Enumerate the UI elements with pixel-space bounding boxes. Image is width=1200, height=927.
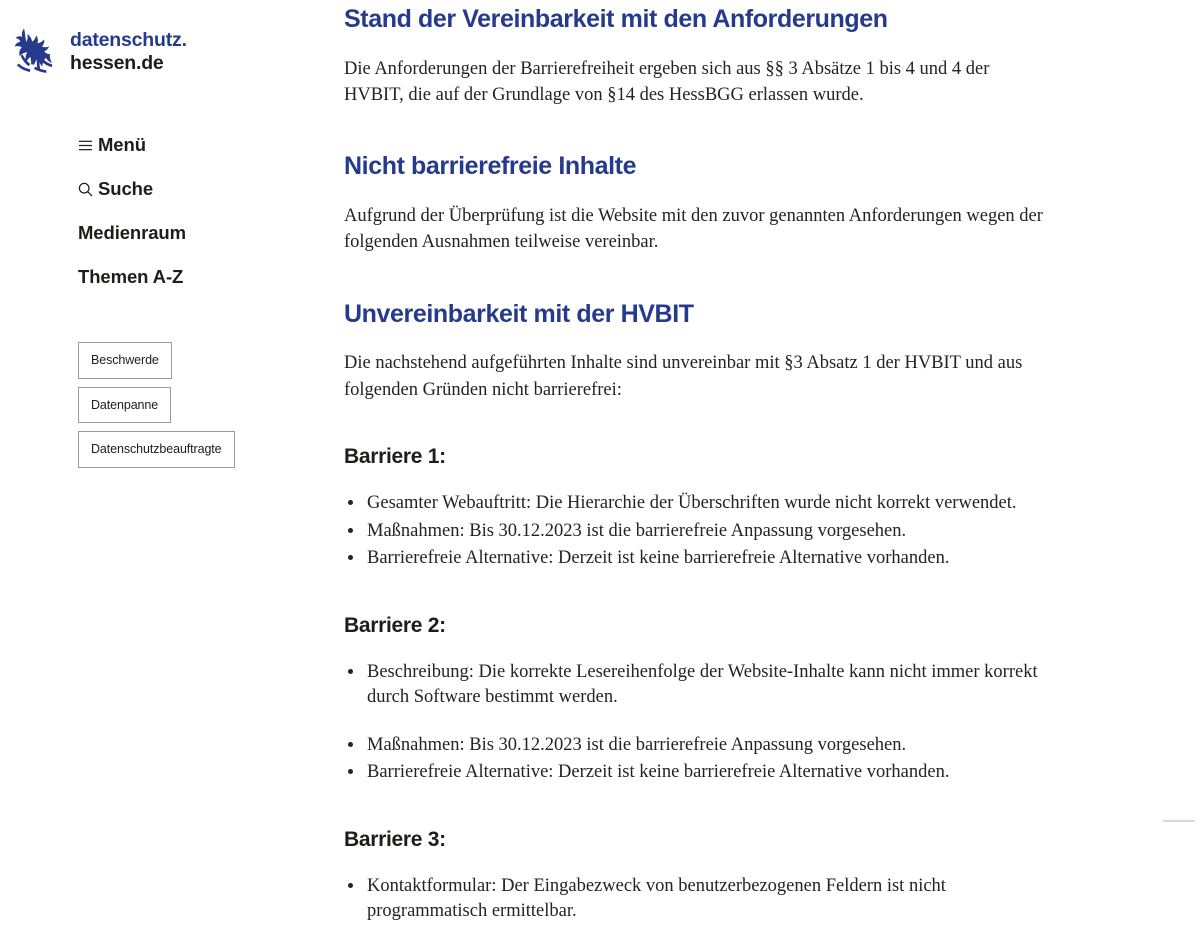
section-paragraph-nicht-barrierefreie-inhalte: Aufgrund der Überprüfung ist die Website mit den zuvor genannten Anforderungen wegen der folgenden Ausnahmen teilweise vereinbar. — [344, 206, 1043, 253]
pill-row-datenpanne — [78, 387, 344, 432]
site-logo[interactable] — [0, 26, 344, 76]
sidebar-item-label-menu: Menü — [98, 134, 146, 155]
hamburger-menu-icon — [78, 139, 98, 152]
sidebar-item-suche[interactable] — [78, 176, 344, 202]
list-item: • Gesamter Webauftritt: Die Hierarchie der Überschriften wurde nicht korrekt verwendet. — [365, 491, 1065, 517]
datenpanne-button[interactable]: Datenpanne — [78, 387, 171, 424]
barrier-list-2-group-1 — [344, 660, 1065, 711]
brand-wordmark — [70, 26, 187, 75]
barrier-heading-2: Barriere 2: — [344, 613, 446, 637]
brand-line-1: datenschutz. — [70, 29, 187, 51]
list-item: • Barrierefreie Alternative: Derzeit ist keine barrierefreie Alternative vorhanden. — [365, 760, 1065, 786]
sidebar-item-label-medienraum: Medienraum — [78, 222, 186, 243]
sidebar-nav — [0, 132, 344, 290]
brand-line-2: hessen.de — [70, 52, 164, 74]
barrier-list-2-group-2 — [344, 733, 1065, 786]
list-item: • Maßnahmen: Bis 30.12.2023 ist die barrierefreie Anpassung vorgesehen. — [365, 519, 1065, 545]
section-heading-unvereinbarkeit-hvbit: Unvereinbarkeit mit der HVBIT — [344, 299, 694, 328]
section-paragraph-stand-der-vereinbarkeit: Die Anforderungen der Barrierefreiheit ergeben sich aus §§ 3 Absätze 1 bis 4 und 4 der HVBIT, die auf der Grundlage von §14 des HessBGG erlassen wurde. — [344, 58, 990, 106]
barrier-list-1 — [344, 491, 1065, 572]
section-paragraph-unvereinbarkeit-hvbit: Die nachstehend aufgeführten Inhalte sind unvereinbar mit §3 Absatz 1 der HVBIT und aus folgenden Gründen nicht barrierefrei: — [344, 353, 1023, 400]
section-heading-stand-der-vereinbarkeit: Stand der Vereinbarkeit mit den Anforderungen — [344, 5, 888, 33]
list-item: • Maßnahmen: Bis 30.12.2023 ist die barrierefreie Anpassung vorgesehen. — [365, 733, 1065, 759]
sidebar-item-menu[interactable] — [78, 132, 344, 158]
section-heading-nicht-barrierefreie-inhalte: Nicht barrierefreie Inhalte — [344, 152, 637, 181]
sidebar — [0, 0, 344, 476]
list-item: • Barrierefreie Alternative: Derzeit ist keine barrierefreie Alternative vorhanden. — [365, 546, 1065, 572]
sidebar-item-themen-a-z[interactable] — [78, 264, 344, 290]
pill-row-beschwerde — [78, 342, 344, 387]
hessen-lion-icon — [10, 26, 56, 76]
page-edge-divider — [1163, 820, 1195, 822]
datenschutzbeauftragte-button[interactable]: Datenschutzbeauftragte — [78, 431, 235, 468]
beschwerde-button[interactable]: Beschwerde — [78, 342, 172, 379]
sidebar-action-buttons — [0, 342, 344, 476]
pill-row-datenschutzbeauftragte — [78, 431, 344, 476]
main-content — [344, 0, 1200, 927]
barrier-heading-3: Barriere 3: — [344, 827, 446, 851]
list-item: • Beschreibung: Die korrekte Lesereihenfolge der Website-Inhalte kann nicht immer korrekt durch Software bestimmt werden. — [365, 660, 1065, 711]
sidebar-item-label-suche: Suche — [98, 178, 154, 199]
sidebar-item-label-themen: Themen A-Z — [78, 266, 184, 287]
list-item: • Kontaktformular: Der Eingabezweck von benutzerbezogenen Feldern ist nicht programmatisch ermittelbar. — [365, 874, 1065, 925]
barrier-heading-1: Barriere 1: — [344, 444, 446, 468]
barrier-list-3 — [344, 874, 1065, 925]
sidebar-item-medienraum[interactable] — [78, 220, 344, 246]
search-icon — [78, 182, 98, 197]
